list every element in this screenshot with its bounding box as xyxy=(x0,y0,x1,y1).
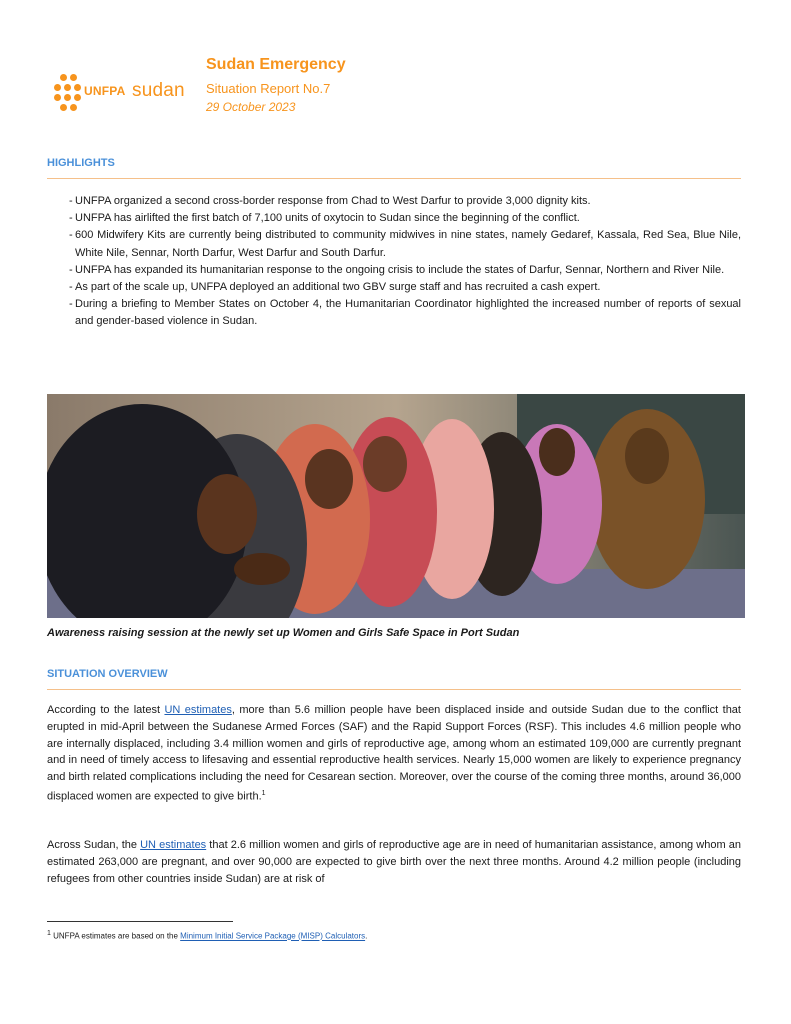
logo-unfpa-text: UNFPA xyxy=(84,84,126,98)
logo-sudan-text: sudan xyxy=(132,80,185,101)
list-item: - UNFPA organized a second cross-border response from Chad to West Darfur to provide 3,000 dignity kits. xyxy=(69,195,591,207)
footnote: $^1$ UNFPA estimates are based on the Minimum Initial Service Package (MISP) Calculators. xyxy=(47,930,368,941)
situation-overview-heading: SITUATION OVERVIEW xyxy=(47,668,168,680)
list-item: - 600 Midwifery Kits are currently being distributed to community midwives in nine states, namely Gedaref, Kassala, Red Sea, Blue Nile, White Nile, Sennar, North Darfur, West Darfur and South Darfur. xyxy=(69,229,741,259)
highlights-list xyxy=(47,193,741,331)
report-title: Sudan Emergency xyxy=(206,56,346,73)
footnote-divider xyxy=(47,921,233,922)
list-item: - UNFPA has expanded its humanitarian response to the ongoing crisis to include the states of Darfur, Sennar, Northern and River Nile. xyxy=(69,263,725,276)
highlights-divider xyxy=(47,178,741,179)
report-date: 29 October 2023 xyxy=(206,100,296,114)
overview-paragraph-1: According to the latest UN estimates, more than 5.6 million people have been displaced inside and outside Sudan due to the conflict that erupted in mid-April between the Sudanese Armed Forces (SAF) and the Rapid Support Forces (RSF). This includes 4.6 million people who are internally displaced, including 3.4 million women and girls of reproductive age, among whom an estimated 109,000 are currently pregnant and in need of timely access to lifesaving and essential reproductive health services. Nearly 15,000 women are likely to experience pregnancy and birth related complications including the need for Cesarean section. Moreover, over the course of the coming three months, around 36,000 displaced women are expected to give birth.$^1$ xyxy=(47,704,741,803)
list-item: - During a briefing to Member States on October 4, the Humanitarian Coordinator highlighted the increased number of reports of sexual and gender-based violence in Sudan. xyxy=(69,298,741,328)
unfpa-sudan-logo xyxy=(52,72,192,112)
un-estimates-link[interactable]: UN estimates xyxy=(164,704,232,716)
photo-caption: Awareness raising session at the newly set up Women and Girls Safe Space in Port Sudan xyxy=(47,627,520,639)
footnote-ref[interactable]: 1 xyxy=(261,789,266,797)
un-estimates-link-2[interactable]: UN estimates xyxy=(140,839,207,851)
overview-divider xyxy=(47,689,741,690)
safe-space-photo xyxy=(47,394,745,618)
list-item: - UNFPA has airlifted the first batch of 7,100 units of oxytocin to Sudan since the beginning of the conflict. xyxy=(69,212,580,225)
overview-paragraph-2: Across Sudan, the UN estimates that 2.6 million women and girls of reproductive age are in need of humanitarian assistance, among whom an estimated 263,000 are pregnant, and over 90,000 are expected to give birth over the next three months. Around 4.2 million people (including refugees from other countries inside Sudan) are at risk of xyxy=(47,839,741,885)
list-item: - As part of the scale up, UNFPA deployed an additional two GBV surge staff and has recruited a cash expert. xyxy=(69,281,601,294)
misp-calculators-link[interactable]: Minimum Initial Service Package (MISP) Calculators xyxy=(180,931,366,941)
report-subtitle: Situation Report No.7 xyxy=(206,81,331,96)
highlights-heading: HIGHLIGHTS xyxy=(47,157,115,169)
